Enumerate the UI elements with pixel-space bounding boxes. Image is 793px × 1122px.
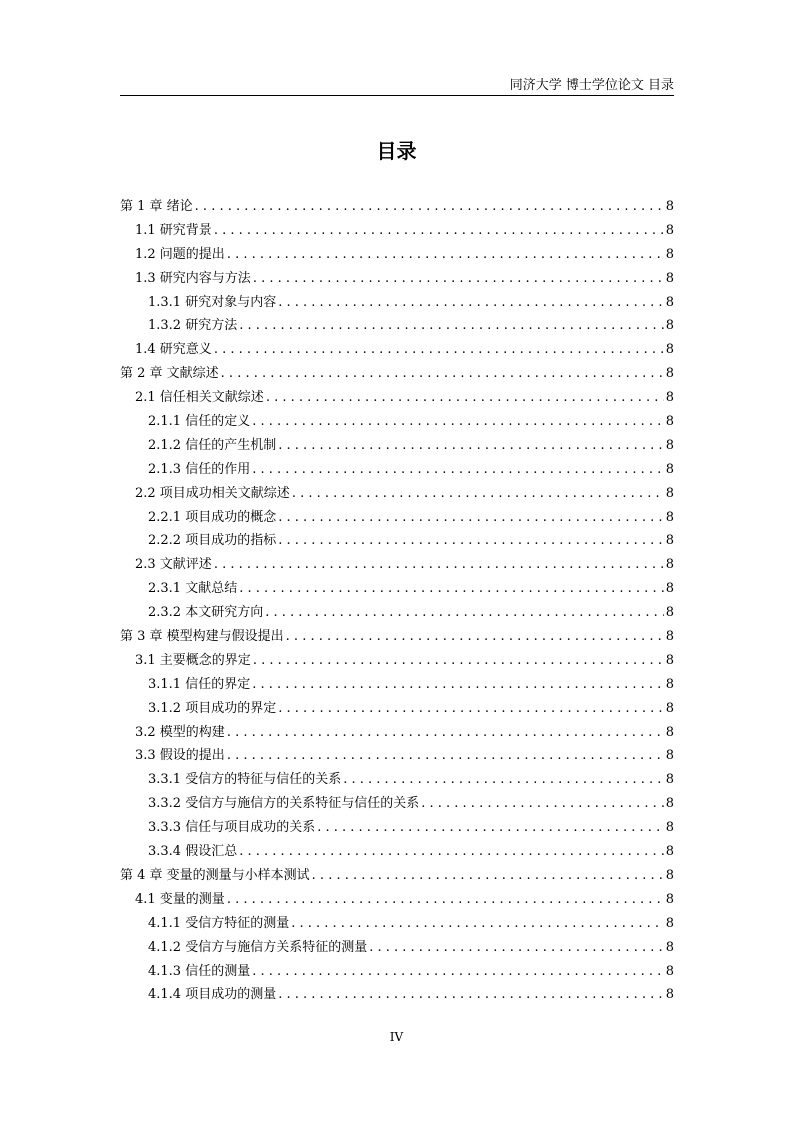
toc-entry-page: 8 [665,414,674,430]
toc-leader-dots [227,244,664,266]
toc-entry-page: 8 [665,772,674,788]
toc-entry[interactable] [120,937,674,961]
toc-entry-label: 2.1.3 信任的作用 [148,461,251,477]
toc-entry[interactable] [120,244,674,268]
toc-entry-page: 8 [665,820,674,836]
toc-entry-page: 8 [665,199,674,214]
toc-entry[interactable] [120,793,674,817]
toc-entry[interactable] [120,435,674,459]
toc-entry-label: 2.2.1 项目成功的概念 [148,509,277,525]
toc-entry[interactable] [120,745,674,769]
toc-entry-label: 1.3.1 研究对象与内容 [148,294,277,310]
toc-leader-dots [278,292,664,314]
toc-leader-dots [278,984,664,1006]
toc-entry[interactable] [120,961,674,985]
toc-entry[interactable] [120,650,674,674]
toc-entry-label: 2.1.1 信任的定义 [148,414,251,430]
toc-entry[interactable] [120,769,674,793]
toc-entry[interactable] [120,339,674,363]
toc-entry-label: 3.3.2 受信方与施信方的关系特征与信任的关系 [148,796,420,812]
toc-entry-label: 3.1 主要概念的界定 [135,652,251,668]
toc-entry-page: 8 [665,485,674,501]
toc-leader-dots [221,363,664,385]
toc-entry[interactable] [120,292,674,316]
toc-leader-dots [278,530,664,552]
toc-leader-dots [214,554,664,576]
toc-entry-page: 8 [665,748,674,764]
toc-leader-dots [214,220,664,242]
toc-leader-dots [195,196,664,218]
toc-entry-page: 8 [665,891,674,907]
toc-entry-page: 8 [665,318,674,334]
running-header: 同济大学 博士学位论文 目录 [509,78,674,93]
toc-entry-page: 8 [665,390,674,406]
toc-leader-dots [266,387,664,409]
toc-entry-label: 2.3 文献评述 [135,557,212,573]
toc-entry-label: 3.3.1 受信方的特征与信任的关系 [148,772,342,788]
toc-entry-label: 2.2.2 项目成功的指标 [148,533,277,549]
toc-entry[interactable] [120,841,674,865]
toc-leader-dots [292,483,664,505]
toc-entry-page: 8 [665,629,674,645]
toc-entry[interactable] [120,817,674,841]
toc-entry[interactable] [120,865,674,889]
toc-entry[interactable] [120,984,674,1008]
toc-entry-label: 第 4 章 变量的测量与小样本测试 [120,867,310,883]
toc-leader-dots [252,411,664,433]
toc-leader-dots [252,674,664,696]
toc-entry-label: 1.2 问题的提出 [135,246,225,262]
toc-entry-label: 1.4 研究意义 [135,342,212,358]
toc-entry-label: 3.1.1 信任的界定 [148,676,251,692]
toc-entry-page: 8 [665,437,674,453]
toc-entry[interactable] [120,889,674,913]
toc-entry-label: 3.3 假设的提出 [135,748,225,764]
toc-entry-label: 2.3.2 本文研究方向 [148,605,264,621]
toc-entry[interactable] [120,411,674,435]
toc-entry-page: 8 [665,222,674,238]
toc-entry-page: 8 [665,509,674,525]
toc-leader-dots [278,698,664,720]
toc-leader-dots [317,817,664,839]
toc-entry-label: 1.3.2 研究方法 [148,318,238,334]
toc-entry-page: 8 [665,652,674,668]
toc-leader-dots [253,268,664,290]
table-of-contents [120,196,674,1008]
toc-entry-label: 3.1.2 项目成功的界定 [148,700,277,716]
toc-entry-page: 8 [665,724,674,740]
toc-entry-page: 8 [665,963,674,979]
toc-entry[interactable] [120,268,674,292]
toc-leader-dots [214,339,664,361]
toc-entry-label: 4.1.2 受信方与施信方关系特征的测量 [148,939,368,955]
toc-leader-dots [421,793,664,815]
toc-leader-dots [227,722,664,744]
toc-leader-dots [239,578,664,600]
toc-entry-page: 8 [665,844,674,860]
toc-entry[interactable] [120,698,674,722]
toc-entry[interactable] [120,220,674,244]
toc-leader-dots [369,937,664,959]
toc-entry[interactable] [120,626,674,650]
toc-entry-label: 4.1.3 信任的测量 [148,963,251,979]
toc-entry-label: 4.1.1 受信方特征的测量 [148,915,290,931]
toc-entry[interactable] [120,507,674,531]
toc-entry-label: 3.3.4 假设汇总 [148,844,238,860]
toc-entry-page: 8 [665,987,674,1003]
toc-entry-page: 8 [665,605,674,621]
toc-entry-page: 8 [665,366,674,382]
toc-entry[interactable] [120,554,674,578]
toc-leader-dots [227,889,664,911]
toc-entry[interactable] [120,196,674,220]
toc-entry-page: 8 [665,342,674,358]
toc-entry-label: 2.2 项目成功相关文献综述 [135,485,290,501]
toc-entry[interactable] [120,483,674,507]
toc-entry[interactable] [120,530,674,554]
toc-entry-page: 8 [665,581,674,597]
toc-entry-page: 8 [665,533,674,549]
toc-entry-page: 8 [665,915,674,931]
toc-entry[interactable] [120,459,674,483]
toc-entry-page: 8 [665,676,674,692]
toc-entry-label: 第 1 章 绪论 [120,199,193,214]
toc-entry-label: 4.1.4 项目成功的测量 [148,987,277,1003]
toc-leader-dots [253,650,664,672]
toc-entry[interactable] [120,674,674,698]
toc-entry[interactable] [120,363,674,387]
toc-entry-label: 3.3.3 信任与项目成功的关系 [148,820,316,836]
toc-entry-page: 8 [665,939,674,955]
toc-entry-label: 2.3.1 文献总结 [148,581,238,597]
toc-entry-page: 8 [665,796,674,812]
toc-leader-dots [239,315,664,337]
toc-entry-page: 8 [665,700,674,716]
toc-entry-page: 8 [665,461,674,477]
toc-leader-dots [278,435,664,457]
toc-entry-label: 4.1 变量的测量 [135,891,225,907]
toc-entry-page: 8 [665,294,674,310]
toc-entry-page: 8 [665,246,674,262]
toc-entry-page: 8 [665,557,674,573]
toc-entry-label: 2.1 信任相关文献综述 [135,390,264,406]
toc-leader-dots [227,745,664,767]
toc-entry-label: 第 2 章 文献综述 [120,366,219,382]
toc-entry[interactable] [120,387,674,411]
toc-entry[interactable] [120,913,674,937]
toc-entry-page: 8 [665,270,674,286]
toc-leader-dots [239,841,664,863]
toc-leader-dots [278,507,664,529]
toc-leader-dots [252,961,664,983]
toc-entry-label: 1.1 研究背景 [135,222,212,238]
toc-entry-label: 3.2 模型的构建 [135,724,225,740]
toc-entry-label: 2.1.2 信任的产生机制 [148,437,277,453]
toc-leader-dots [343,769,664,791]
toc-entry[interactable] [120,722,674,746]
toc-leader-dots [252,459,664,481]
toc-entry[interactable] [120,602,674,626]
header-rule [120,95,674,96]
page-title: 目录 [376,139,417,163]
toc-leader-dots [312,865,664,887]
toc-entry[interactable] [120,578,674,602]
toc-leader-dots [291,913,664,935]
toc-entry-label: 1.3 研究内容与方法 [135,270,251,286]
toc-leader-dots [265,602,664,624]
toc-leader-dots [286,626,664,648]
toc-entry-page: 8 [665,867,674,883]
page-number: IV [389,1030,404,1044]
toc-entry[interactable] [120,315,674,339]
toc-entry-label: 第 3 章 模型构建与假设提出 [120,629,284,645]
